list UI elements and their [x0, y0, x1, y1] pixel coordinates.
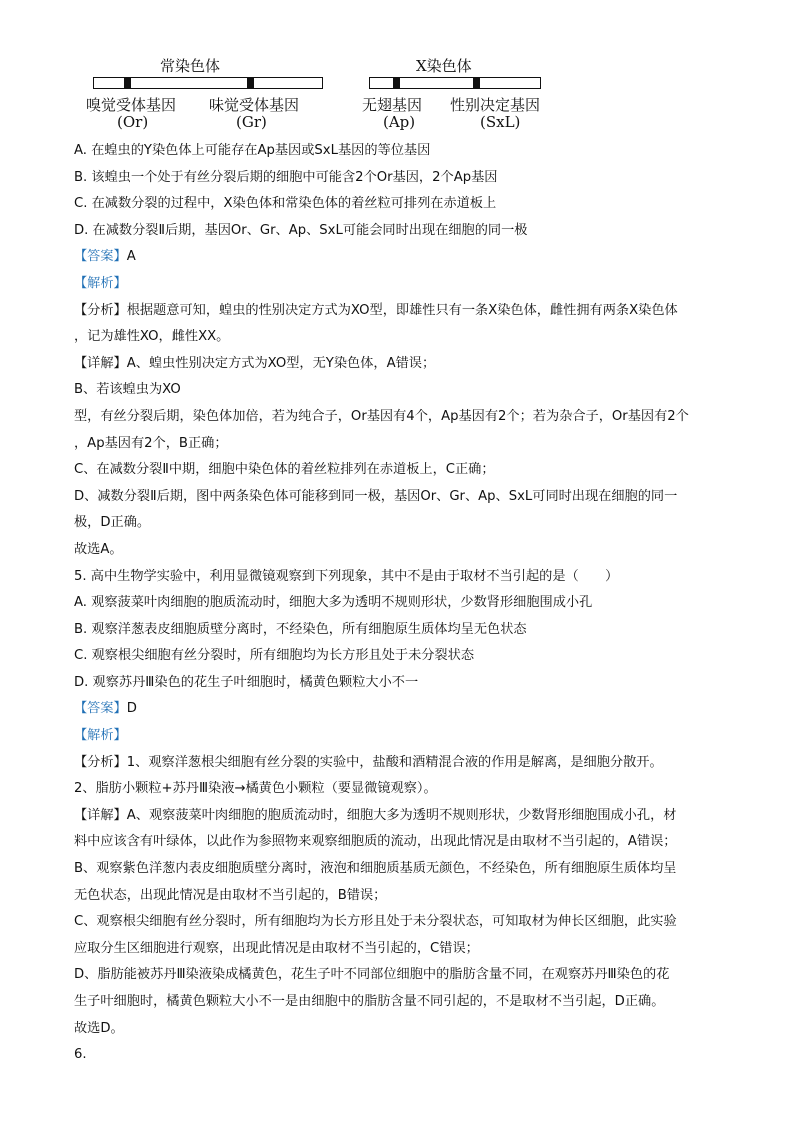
answer-tag: 【答案】 [74, 701, 127, 717]
q4-detail-line: D、减数分裂Ⅱ后期，图中两条染色体可能移到同一极，基因Or、Gr、Ap、SxL可同时出现在细胞的同一 [74, 488, 678, 504]
q5-detail-line: 无色状态，出现此情况是由取材不当引起的，B错误； [74, 887, 387, 903]
fenxi-tag: 【分析】 [74, 754, 127, 770]
chromosome-diagram [0, 0, 794, 135]
sxl-gene-name: 性别决定基因 [450, 96, 541, 114]
gr-gene-name: 味觉受体基因 [209, 96, 300, 114]
detail-text: A、观察菠菜叶肉细胞的胞质流动时，细胞大多为透明不规则形状，少数肾形细胞围成小孔，材 [126, 807, 677, 823]
gr-gene-symbol: (Gr) [236, 113, 267, 131]
answer-value: D [126, 701, 137, 717]
q5-option-d: D. 观察苏丹Ⅲ染色的花生子叶细胞时，橘黄色颗粒大小不一 [74, 674, 419, 690]
or-gene-name: 嗅觉受体基因 [86, 96, 177, 114]
detail-tag: 【详解】 [74, 807, 127, 823]
ap-gene-marker [393, 77, 400, 89]
q5-detail-line: B、观察紫色洋葱内表皮细胞质壁分离时，液泡和细胞质基质无颜色，不经染色，所有细胞原生质体均呈 [74, 861, 677, 877]
q4-detail-line: B、若该蝗虫为XO [74, 382, 181, 398]
fenxi-text: 根据题意可知，蝗虫的性别决定方式为XO型，即雄性只有一条X染色体，雌性拥有两条X染色体 [126, 302, 678, 318]
ap-gene-name: 无翅基因 [362, 96, 423, 114]
ap-gene-symbol: (Ap) [383, 113, 416, 131]
fenxi-text: 1、观察洋葱根尖细胞有丝分裂的实验中，盐酸和酒精混合液的作用是解离，是细胞分散开。 [126, 754, 663, 770]
q5-detail-line: C、观察根尖细胞有丝分裂时，所有细胞均为长方形且处于未分裂状态，可知取材为伸长区细胞，此实验 [74, 914, 677, 930]
q5-detail-line: 生子叶细胞时，橘黄色颗粒大小不一是由细胞中的脂肪含量不同引起的，不是取材不当引起，D正确。 [74, 994, 665, 1009]
analysis-tag: 【解析】 [74, 728, 127, 744]
q4-option-c: C. 在减数分裂的过程中，X染色体和常染色体的着丝粒可排列在赤道板上 [74, 196, 497, 212]
autosome-title: 常染色体 [160, 57, 221, 75]
q5-answer [74, 696, 724, 723]
q4-detail-line: 极，D正确。 [74, 515, 151, 531]
q5-fenxi-line [74, 750, 724, 777]
q5-stem: 5. 高中生物学实验中，利用显微镜观察到下列现象，其中不是由于取材不当引起的是（ ） [74, 568, 619, 584]
q4-answer [74, 244, 724, 271]
fenxi-tag: 【分析】 [74, 302, 127, 318]
q4-detail-line: ，Ap基因有2个，B正确； [74, 435, 228, 451]
analysis-tag: 【解析】 [74, 275, 127, 291]
or-gene-marker [124, 77, 131, 89]
q5-fenxi-line: 2、脂肪小颗粒+苏丹Ⅲ染液→橘黄色小颗粒（要显微镜观察）。 [74, 781, 437, 797]
gr-gene-marker [247, 77, 254, 89]
q5-detail-line: 应取分生区细胞进行观察，出现此情况是由取材不当引起的，C错误； [74, 940, 479, 956]
or-gene-symbol: (Or) [117, 113, 149, 131]
q5-analysis-heading [74, 723, 724, 750]
q5-detail-line: 料中应该含有叶绿体，以此作为参照物来观察细胞质的流动，出现此情况是由取材不当引起的，A错误； [74, 834, 677, 850]
q5-option-b: B. 观察洋葱表皮细胞质壁分离时，不经染色，所有细胞原生质体均呈无色状态 [74, 621, 527, 637]
q4-detail-line: C、在减数分裂Ⅱ中期，细胞中染色体的着丝粒排列在赤道板上，C正确； [74, 462, 495, 478]
detail-text: A、蝗虫性别决定方式为XO型，无Y染色体，A错误； [126, 355, 436, 371]
q4-fenxi-line [74, 298, 724, 325]
answer-value: A [126, 249, 136, 265]
q4-option-b: B. 该蝗虫一个处于有丝分裂后期的细胞中可能含2个Or基因，2个Ap基因 [74, 169, 498, 185]
q4-detail-line [74, 351, 724, 378]
q4-option-d: D. 在减数分裂Ⅱ后期，基因Or、Gr、Ap、SxL可能会同时出现在细胞的同一极 [74, 222, 528, 238]
q5-option-a: A. 观察菠菜叶肉细胞的胞质流动时，细胞大多为透明不规则形状，少数肾形细胞围成小孔 [74, 595, 593, 611]
q5-option-c: C. 观察根尖细胞有丝分裂时，所有细胞均为长方形且处于未分裂状态 [74, 648, 475, 664]
q4-analysis-heading [74, 271, 724, 298]
q6-number: 6. [74, 1047, 87, 1063]
detail-tag: 【详解】 [74, 355, 127, 371]
q4-conclusion: 故选A。 [74, 541, 123, 557]
sxl-gene-symbol: (SxL) [480, 113, 521, 131]
q5-detail-line: D、脂肪能被苏丹Ⅲ染液染成橘黄色，花生子叶不同部位细胞中的脂肪含量不同，在观察苏丹Ⅲ染色的花 [74, 967, 670, 983]
q4-detail-line: 型，有丝分裂后期，染色体加倍，若为纯合子，Or基因有4个，Ap基因有2个；若为杂合子，Or基因有2个 [74, 408, 689, 424]
document-body [74, 138, 724, 1069]
x-chromosome-title: X染色体 [416, 57, 472, 75]
q5-detail-line [74, 803, 724, 830]
q4-fenxi-line: ，记为雄性XO，雌性XX。 [74, 329, 230, 345]
sxl-gene-marker [473, 77, 480, 89]
q5-conclusion: 故选D。 [74, 1020, 124, 1036]
q4-option-a: A. 在蝗虫的Y染色体上可能存在Ap基因或SxL基因的等位基因 [74, 143, 431, 158]
answer-tag: 【答案】 [74, 249, 127, 265]
